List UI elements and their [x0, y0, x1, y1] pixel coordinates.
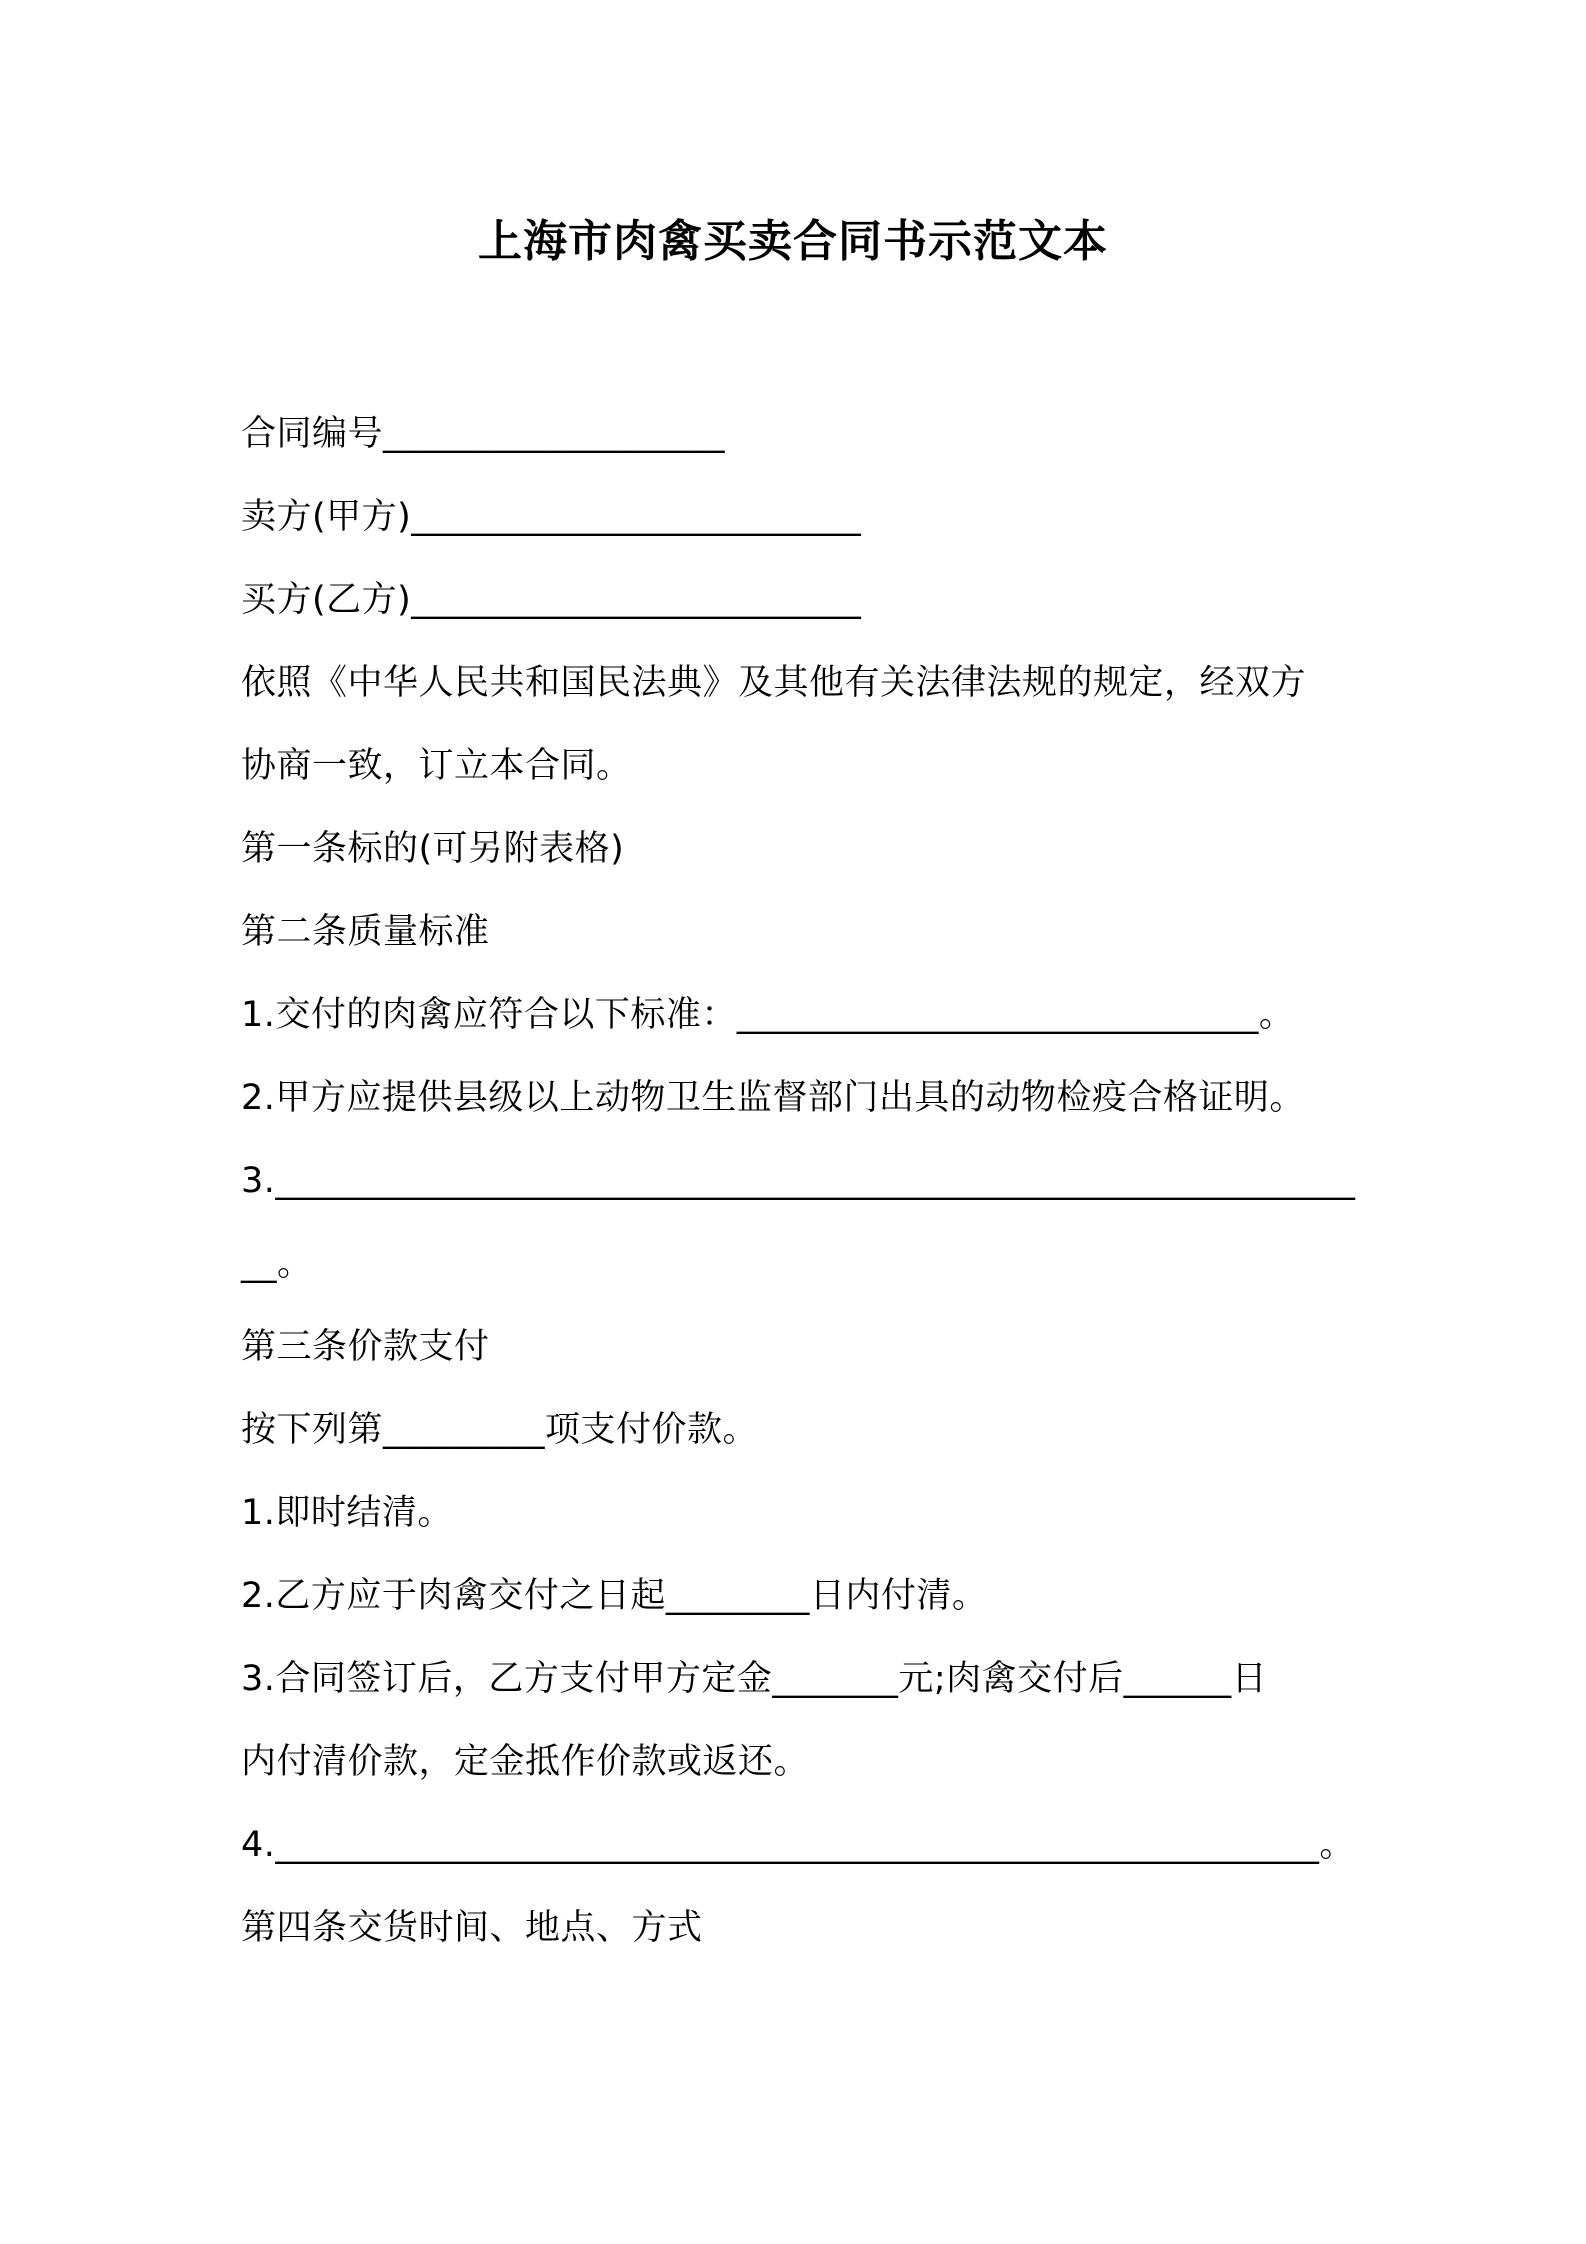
- buyer-line: 买方(乙方)_________________________: [241, 580, 862, 620]
- article-3-intro: 按下列第_________项支付价款。: [241, 1410, 759, 1450]
- article-3-item-2: 2.乙方应于肉禽交付之日起________日内付清。: [241, 1576, 988, 1616]
- article-2-item-1: 1.交付的肉禽应符合以下标准：_____________________________。: [241, 995, 1295, 1035]
- article-3-item-3-continued: 内付清价款，定金抵作价款或返还。: [241, 1742, 810, 1782]
- article-2-item-3-continued: __。: [241, 1244, 313, 1284]
- preamble-line-1: 依照《中华人民共和国民法典》及其他有关法律法规的规定，经双方: [241, 663, 1307, 703]
- preamble-line-2: 协商一致，订立本合同。: [241, 746, 632, 786]
- article-3-item-4: 4.__________________________________________________________。: [241, 1825, 1355, 1865]
- article-3-item-3: 3.合同签订后，乙方支付甲方定金_______元;肉禽交付后______日: [241, 1659, 1268, 1699]
- article-1-heading: 第一条标的(可另附表格): [241, 829, 625, 869]
- article-2-item-3: 3.____________________________________________________________: [241, 1161, 1356, 1201]
- article-2-item-2: 2.甲方应提供县级以上动物卫生监督部门出具的动物检疫合格证明。: [241, 1078, 1305, 1118]
- document-title: 上海市肉禽买卖合同书示范文本: [478, 216, 1108, 267]
- contract-number-line: 合同编号___________________: [241, 414, 726, 454]
- article-2-heading: 第二条质量标准: [241, 912, 490, 952]
- article-4-heading: 第四条交货时间、地点、方式: [241, 1908, 703, 1948]
- seller-line: 卖方(甲方)_________________________: [241, 497, 862, 537]
- article-3-item-1: 1.即时结清。: [241, 1493, 453, 1533]
- article-3-heading: 第三条价款支付: [241, 1327, 490, 1367]
